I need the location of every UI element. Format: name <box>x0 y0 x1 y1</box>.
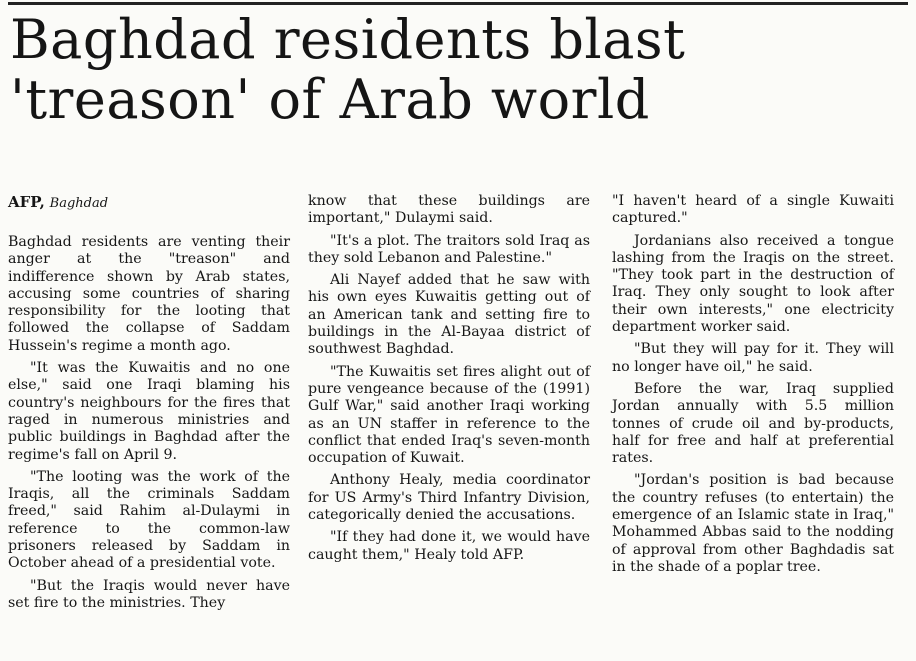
paragraph: Baghdad residents are venting their anger at the "treason" and indifference shown by Arab states, accusing some countries of sharing responsibility for the looting that followed the collapse of Saddam Hussein's regime a month ago. <box>8 234 290 354</box>
paragraph: "It was the Kuwaitis and no one else," said one Iraqi blaming his country's neighbours for the fires that raged in numerous ministries and public buildings in Baghdad after the regime's fall on April 9. <box>8 360 290 463</box>
headline-line-2: 'treason' of Arab world <box>10 68 650 131</box>
paragraph: Ali Nayef added that he saw with his own eyes Kuwaitis getting out of an American tank and setting fire to buildings in the Al-Bayaa district of southwest Baghdad. <box>308 272 590 358</box>
column-1 <box>8 193 290 617</box>
article-body <box>8 193 898 655</box>
paragraph: Jordanians also received a tongue lashing from the Iraqis on the street. "They took part in the destruction of Iraq. They only sought to look after their own interests," one electricity department worker said. <box>612 232 894 336</box>
column-2 <box>308 193 590 569</box>
column-3 <box>612 193 894 581</box>
paragraph: "It's a plot. The traitors sold Iraq as they sold Lebanon and Palestine." <box>308 232 590 266</box>
byline-agency: AFP, <box>8 193 45 211</box>
paragraph: "But the Iraqis would never have set fire to the ministries. They <box>8 577 290 611</box>
paragraph: "The looting was the work of the Iraqis, all the criminals Saddam freed," said Rahim al-Dulaymi in reference to the common-law prisoners released by Saddam in October ahead of a presidential vote. <box>8 468 290 572</box>
byline-place: Baghdad <box>49 196 109 211</box>
paragraph: "Jordan's position is bad because the country refuses (to entertain) the emergence of an Islamic state in Iraq," Mohammed Abbas said to the nodding of approval from other Baghdadis sat in the shade of a poplar tree. <box>612 472 894 575</box>
paragraph: "If they had done it, we would have caught them," Healy told AFP. <box>308 529 590 563</box>
paragraph: "The Kuwaitis set fires alight out of pure vengeance because of the (1991) Gulf War," said another Iraqi working as an UN staffer in reference to the conflict that ended Iraq's seven-month occupation of Kuwait. <box>308 363 590 467</box>
headline <box>10 10 900 130</box>
paragraph: "But they will pay for it. They will no longer have oil," he said. <box>612 341 894 375</box>
byline <box>8 193 290 213</box>
paragraph: Anthony Healy, media coordinator for US Army's Third Infantry Division, categorically denied the accusations. <box>308 472 590 524</box>
headline-line-1: Baghdad residents blast <box>10 8 686 71</box>
paragraph: Before the war, Iraq supplied Jordan annually with 5.5 million tonnes of crude oil and by-products, half for free and half at preferential rates. <box>612 380 894 467</box>
top-rule <box>8 2 908 5</box>
paragraph: know that these buildings are important," Dulaymi said. <box>308 193 590 227</box>
paragraph: "I haven't heard of a single Kuwaiti captured." <box>612 193 894 227</box>
